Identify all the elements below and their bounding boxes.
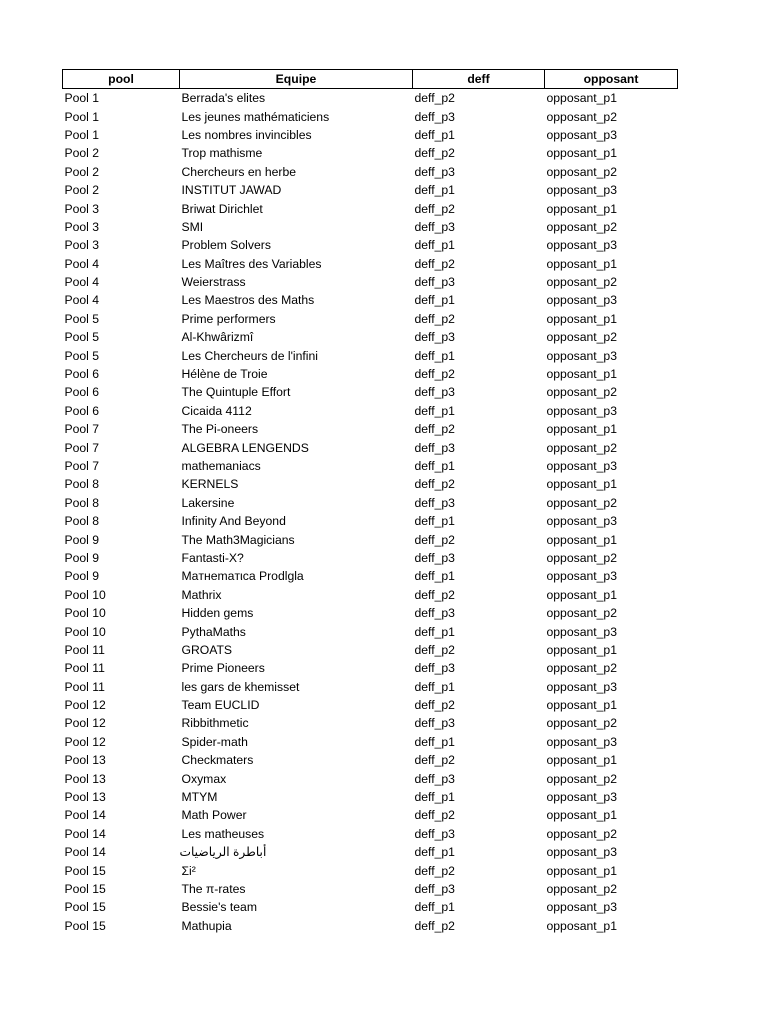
cell-opposant: opposant_p2	[546, 881, 617, 896]
cell-deff: deff_p3	[414, 716, 455, 731]
cell-equipe: Weierstrass	[181, 275, 246, 290]
cell-pool: Pool 3	[64, 219, 100, 234]
cell-pool: Pool 11	[64, 679, 105, 694]
cell-opposant: opposant_p1	[546, 753, 617, 768]
header-row	[63, 70, 678, 89]
cell-equipe: ALGEBRA LENGENDS	[181, 440, 309, 455]
cell-opposant: opposant_p3	[546, 348, 617, 363]
cell-equipe: Prime performers	[181, 311, 276, 326]
table-row	[63, 641, 678, 659]
cell-opposant: opposant_p2	[546, 771, 617, 786]
cell-deff: deff_p2	[414, 698, 455, 713]
cell-pool: Pool 9	[64, 550, 100, 565]
cell-deff: deff_p2	[414, 91, 455, 106]
table-row	[63, 310, 678, 328]
cell-opposant: opposant_p2	[546, 495, 617, 510]
cell-pool: Pool 13	[64, 790, 106, 805]
cell-pool: Pool 12	[64, 698, 106, 713]
cell-deff: deff_p1	[414, 293, 455, 308]
cell-opposant: opposant_p3	[546, 183, 617, 198]
cell-deff: deff_p3	[414, 606, 455, 621]
cell-pool: Pool 3	[64, 238, 100, 253]
cell-pool: Pool 12	[64, 716, 106, 731]
cell-opposant: opposant_p3	[546, 127, 617, 142]
table-row	[63, 475, 678, 493]
cell-opposant: opposant_p3	[546, 569, 617, 584]
table-row	[63, 126, 678, 144]
cell-opposant: opposant_p3	[546, 900, 617, 915]
cell-pool: Pool 6	[64, 403, 100, 418]
cell-equipe: Lakersine	[181, 495, 235, 510]
cell-pool: Pool 4	[64, 256, 100, 271]
table-row	[63, 346, 678, 364]
table-row	[63, 714, 678, 732]
cell-deff: deff_p1	[414, 238, 455, 253]
table-row	[63, 291, 678, 309]
cell-equipe: Spider-math	[181, 734, 248, 749]
cell-pool: Pool 4	[64, 293, 100, 308]
cell-pool: Pool 9	[64, 569, 100, 584]
table-row	[63, 365, 678, 383]
header-equipe: Equipe	[180, 70, 413, 89]
cell-deff: deff_p1	[414, 790, 455, 805]
table-row	[63, 769, 678, 787]
table-row	[63, 696, 678, 714]
cell-deff: deff_p3	[414, 661, 455, 676]
cell-deff: deff_p1	[414, 679, 455, 694]
cell-opposant: opposant_p3	[546, 459, 617, 473]
cell-opposant: opposant_p3	[546, 293, 617, 308]
table-row	[63, 567, 678, 585]
cell-equipe: KERNELS	[181, 477, 239, 492]
cell-opposant: opposant_p3	[546, 734, 617, 749]
cell-pool: Pool 15	[64, 863, 106, 878]
cell-equipe: Les Maestros des Maths	[181, 293, 315, 308]
table-row	[63, 199, 678, 217]
cell-equipe: MTYM	[181, 790, 218, 805]
cell-opposant: opposant_p1	[546, 918, 617, 933]
table-row	[63, 236, 678, 254]
cell-equipe: The Pi-oneers	[181, 422, 259, 437]
cell-opposant: opposant_p2	[546, 275, 617, 290]
table-row	[63, 328, 678, 346]
spreadsheet-table	[62, 69, 677, 935]
cell-pool: Pool 5	[64, 311, 100, 326]
cell-pool: Pool 5	[64, 330, 100, 345]
cell-opposant: opposant_p3	[546, 514, 617, 529]
cell-deff: deff_p3	[414, 385, 455, 400]
cell-deff: deff_p3	[414, 219, 455, 234]
cell-deff: deff_p1	[414, 734, 455, 749]
cell-pool: Pool 1	[64, 109, 100, 124]
cell-deff: deff_p1	[414, 459, 455, 473]
cell-pool: Pool 8	[64, 495, 100, 510]
cell-equipe: Al-Khwârizmî	[181, 330, 254, 345]
table-row	[63, 880, 678, 898]
table-row	[63, 218, 678, 236]
cell-pool: Pool 13	[64, 771, 106, 786]
cell-equipe: Problem Solvers	[181, 238, 271, 253]
cell-opposant: opposant_p2	[546, 385, 617, 400]
cell-equipe: Les Chercheurs de l'infini	[181, 348, 318, 363]
cell-deff: deff_p2	[414, 256, 455, 271]
cell-deff: deff_p1	[414, 183, 455, 198]
cell-pool: Pool 14	[64, 826, 106, 841]
table-row	[63, 494, 678, 512]
cell-opposant: opposant_p3	[546, 624, 617, 639]
cell-deff: deff_p3	[414, 826, 455, 841]
cell-opposant: opposant_p1	[546, 532, 617, 547]
cell-opposant: opposant_p3	[546, 845, 617, 860]
header-opposant: opposant	[545, 70, 678, 89]
table-row	[63, 163, 678, 181]
cell-equipe: Chercheurs en herbe	[181, 164, 296, 179]
table-row	[63, 659, 678, 677]
cell-opposant: opposant_p1	[546, 146, 617, 161]
cell-pool: Pool 13	[64, 753, 106, 768]
cell-equipe: les gars de khemisset	[181, 679, 300, 694]
cell-deff: deff_p3	[414, 771, 455, 786]
cell-equipe: SMI	[181, 219, 204, 234]
table-row	[63, 530, 678, 548]
cell-deff: deff_p1	[414, 403, 455, 418]
cell-equipe: The π-rates	[181, 881, 246, 896]
table-row	[63, 549, 678, 567]
cell-deff: deff_p1	[414, 624, 455, 639]
cell-equipe: Prime Pioneers	[181, 661, 265, 676]
cell-equipe: Maтнemaтιca Prodlgla	[181, 569, 304, 584]
cell-equipe: mathemaniacs	[181, 459, 261, 473]
cell-opposant: opposant_p1	[546, 698, 617, 713]
cell-equipe: Mathrix	[181, 587, 222, 602]
table-row	[63, 604, 678, 622]
cell-opposant: opposant_p2	[546, 164, 617, 179]
cell-equipe: Math Power	[181, 808, 247, 823]
cell-equipe: Mathupia	[181, 918, 232, 933]
table-row	[63, 678, 678, 696]
cell-pool: Pool 12	[64, 734, 106, 749]
table-row	[63, 457, 678, 475]
cell-deff: deff_p3	[414, 164, 455, 179]
cell-opposant: opposant_p2	[546, 440, 617, 455]
table-row	[63, 751, 678, 769]
table-row	[63, 107, 678, 125]
cell-deff: deff_p3	[414, 550, 455, 565]
cell-equipe: Team EUCLID	[181, 698, 260, 713]
cell-opposant: opposant_p2	[546, 826, 617, 841]
table-row	[63, 144, 678, 162]
cell-opposant: opposant_p2	[546, 716, 617, 731]
cell-equipe: GROATS	[181, 642, 233, 657]
cell-equipe: Briwat Dirichlet	[181, 201, 263, 216]
cell-pool: Pool 10	[64, 587, 106, 602]
pool-assignments-table	[62, 69, 678, 935]
cell-deff: deff_p2	[414, 146, 455, 161]
cell-equipe: Hidden gems	[181, 606, 254, 621]
cell-pool: Pool 4	[64, 275, 100, 290]
header-deff: deff	[413, 70, 545, 89]
cell-deff: deff_p3	[414, 440, 455, 455]
cell-pool: Pool 8	[64, 514, 100, 529]
table-row	[63, 898, 678, 916]
table-row	[63, 825, 678, 843]
cell-equipe: Trop mathisme	[181, 146, 263, 161]
cell-opposant: opposant_p3	[546, 790, 617, 805]
table-row	[63, 420, 678, 438]
cell-equipe: Les nombres invincibles	[181, 127, 312, 142]
cell-opposant: opposant_p1	[546, 863, 617, 878]
cell-equipe: Infinity And Beyond	[181, 514, 286, 529]
cell-equipe: PythaMaths	[181, 624, 246, 639]
cell-opposant: opposant_p3	[546, 238, 617, 253]
cell-deff: deff_p2	[414, 808, 455, 823]
cell-equipe-text: أباطرة الرياضيات	[179, 845, 267, 860]
cell-deff: deff_p1	[414, 569, 455, 584]
cell-deff: deff_p2	[414, 311, 455, 326]
cell-opposant: opposant_p1	[546, 91, 617, 106]
cell-deff: deff_p2	[414, 863, 455, 878]
cell-deff: deff_p2	[414, 642, 455, 657]
table-row	[63, 89, 678, 108]
cell-pool: Pool 7	[64, 459, 100, 473]
cell-deff: deff_p3	[414, 275, 455, 290]
cell-equipe: Oxymax	[181, 771, 227, 786]
table-row	[63, 512, 678, 530]
cell-pool: Pool 14	[64, 808, 106, 823]
cell-deff: deff_p2	[414, 918, 455, 933]
cell-deff: deff_p1	[414, 514, 455, 529]
cell-opposant: opposant_p2	[546, 550, 617, 565]
cell-equipe: Bessie's team	[181, 900, 257, 915]
cell-pool: Pool 2	[64, 164, 100, 179]
cell-opposant: opposant_p2	[546, 330, 617, 345]
cell-deff: deff_p2	[414, 201, 455, 216]
cell-pool: Pool 11	[64, 661, 105, 676]
cell-deff: deff_p3	[414, 881, 455, 896]
cell-pool: Pool 6	[64, 367, 100, 382]
cell-pool: Pool 11	[64, 642, 105, 657]
table-row	[63, 843, 678, 861]
cell-opposant: opposant_p1	[546, 367, 617, 382]
cell-pool: Pool 6	[64, 385, 100, 400]
cell-deff: deff_p2	[414, 587, 455, 602]
cell-deff: deff_p1	[414, 900, 455, 915]
cell-pool: Pool 2	[64, 146, 100, 161]
cell-equipe: Hélène de Troie	[181, 367, 268, 382]
cell-pool: Pool 1	[64, 127, 100, 142]
cell-pool: Pool 5	[64, 348, 100, 363]
cell-equipe: Les Maîtres des Variables	[181, 256, 322, 271]
cell-deff: deff_p3	[414, 330, 455, 345]
cell-opposant: opposant_p2	[546, 109, 617, 124]
cell-pool: Pool 10	[64, 624, 106, 639]
cell-opposant: opposant_p1	[546, 256, 617, 271]
cell-deff: deff_p3	[414, 495, 455, 510]
cell-equipe: Fantasti-X?	[181, 550, 244, 565]
cell-equipe: Cicaida 4112	[181, 403, 252, 418]
cell-opposant: opposant_p2	[546, 219, 617, 234]
cell-deff: deff_p2	[414, 477, 455, 492]
cell-deff: deff_p1	[414, 127, 455, 142]
table-row	[63, 402, 678, 420]
cell-opposant: opposant_p2	[546, 661, 617, 676]
cell-equipe: Berrada's elites	[181, 91, 266, 106]
table-row	[63, 861, 678, 879]
cell-opposant: opposant_p1	[546, 311, 617, 326]
cell-opposant: opposant_p1	[546, 642, 617, 657]
cell-pool: Pool 7	[64, 422, 100, 437]
cell-opposant: opposant_p1	[546, 201, 617, 216]
cell-pool: Pool 7	[64, 440, 100, 455]
table-row	[63, 917, 678, 935]
cell-equipe: The Quintuple Effort	[181, 385, 291, 400]
cell-pool: Pool 15	[64, 881, 106, 896]
table-row	[63, 383, 678, 401]
cell-opposant: opposant_p1	[546, 587, 617, 602]
table-row	[63, 622, 678, 640]
cell-opposant: opposant_p3	[546, 403, 617, 418]
table-row	[63, 788, 678, 806]
cell-equipe: INSTITUT JAWAD	[181, 183, 282, 198]
cell-deff: deff_p3	[414, 109, 455, 124]
table-row	[63, 733, 678, 751]
cell-pool: Pool 8	[64, 477, 100, 492]
cell-equipe: Les matheuses	[181, 826, 265, 841]
cell-pool: Pool 15	[64, 918, 106, 933]
cell-deff: deff_p1	[414, 845, 455, 860]
cell-deff: deff_p2	[414, 753, 455, 768]
table-row	[63, 255, 678, 273]
table-row	[63, 273, 678, 291]
cell-opposant: opposant_p1	[546, 422, 617, 437]
cell-deff: deff_p2	[414, 367, 455, 382]
cell-deff: deff_p2	[414, 422, 455, 437]
cell-pool: Pool 10	[64, 606, 106, 621]
cell-pool: Pool 9	[64, 532, 100, 547]
cell-pool: Pool 1	[64, 91, 100, 106]
header-pool: pool	[63, 70, 180, 89]
cell-opposant: opposant_p1	[546, 808, 617, 823]
cell-equipe: Checkmaters	[181, 753, 254, 768]
table-row	[63, 181, 678, 199]
cell-pool: Pool 14	[64, 845, 106, 860]
cell-equipe: Σi²	[181, 863, 196, 878]
cell-deff: deff_p2	[414, 532, 455, 547]
table-row	[63, 438, 678, 456]
cell-pool: Pool 15	[64, 900, 106, 915]
cell-equipe: The Math3Magicians	[181, 532, 295, 547]
cell-equipe: Ribbithmetic	[181, 716, 249, 731]
cell-pool: Pool 2	[64, 183, 100, 198]
cell-pool: Pool 3	[64, 201, 100, 216]
table-row	[63, 586, 678, 604]
cell-equipe	[180, 843, 413, 861]
cell-opposant: opposant_p1	[546, 477, 617, 492]
cell-deff: deff_p1	[414, 348, 455, 363]
table-row	[63, 806, 678, 824]
cell-opposant: opposant_p2	[546, 606, 617, 621]
cell-opposant: opposant_p3	[546, 679, 617, 694]
cell-equipe: Les jeunes mathématiciens	[181, 109, 330, 124]
